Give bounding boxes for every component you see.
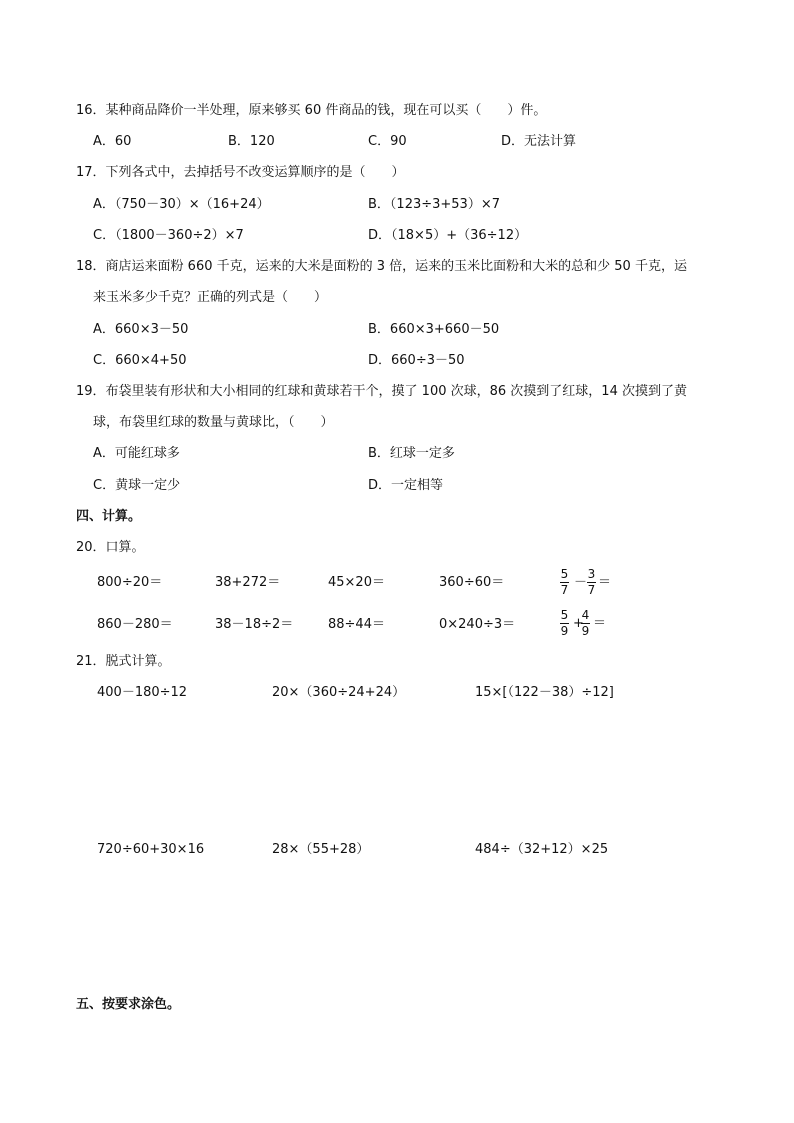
q20-item-6: 38－18÷2＝ xyxy=(215,617,294,632)
q20-fraction-eq2: ＝ xyxy=(593,616,607,631)
q20-item-4: 360÷60＝ xyxy=(439,575,505,590)
denominator: 9 xyxy=(560,624,569,638)
q18-stem-line2: 来玉米多少千克？正确的列式是（ ） xyxy=(93,290,328,305)
q16-option-d: D．无法计算 xyxy=(501,134,577,149)
numerator: 5 xyxy=(560,608,569,622)
q18-option-b: B．660×3+660－50 xyxy=(368,322,500,337)
q20-item-7: 88÷44＝ xyxy=(328,617,385,632)
q21-item-6: 484÷（32+12）×25 xyxy=(475,842,609,857)
q21-item-2: 20×（360÷24+24） xyxy=(272,685,406,700)
q20-item-8: 0×240÷3＝ xyxy=(439,617,516,632)
q21-item-5: 28×（55+28） xyxy=(272,842,370,857)
q19-option-b: B．红球一定多 xyxy=(368,446,455,461)
numerator: 3 xyxy=(587,567,596,581)
q17-option-b: B．（123÷3+53）×7 xyxy=(368,197,500,212)
q19-stem-line1: 19．布袋里装有形状和大小相同的红球和黄球若干个，摸了 100 次球，86 次摸到了红球，14 次摸到了黄 xyxy=(76,384,687,399)
q20-item-3: 45×20＝ xyxy=(328,575,385,590)
q20-fraction-a1 xyxy=(560,568,569,597)
q20-item-2: 38+272＝ xyxy=(215,575,281,590)
q20-fraction-eq1: ＝ xyxy=(598,575,612,590)
q20-fraction-b2 xyxy=(581,609,590,638)
q18-option-c: C．660×4+50 xyxy=(93,353,187,368)
q19-option-c: C．黄球一定少 xyxy=(93,478,181,493)
q20-item-1: 800÷20＝ xyxy=(97,575,163,590)
q19-option-a: A．可能红球多 xyxy=(93,446,180,461)
q17-option-d: D．（18×5）+（36÷12） xyxy=(368,228,528,243)
denominator: 7 xyxy=(560,583,569,597)
numerator: 5 xyxy=(560,567,569,581)
q20-fraction-op1: － xyxy=(574,575,588,590)
q20-item-5: 860－280＝ xyxy=(97,617,173,632)
denominator: 7 xyxy=(587,583,596,597)
q17-stem: 17．下列各式中，去掉括号不改变运算顺序的是（ ） xyxy=(76,165,405,180)
q18-stem-line1: 18．商店运来面粉 660 千克，运来的大米是面粉的 3 倍，运来的玉米比面粉和大米的总和少 50 千克，运 xyxy=(76,259,687,274)
q21-item-4: 720÷60+30×16 xyxy=(97,842,205,857)
q16-stem: 16．某种商品降价一半处理，原来够买 60 件商品的钱，现在可以买（ ）件。 xyxy=(76,103,547,118)
q16-option-c: C．90 xyxy=(368,134,407,149)
q21-item-1: 400－180÷12 xyxy=(97,685,188,700)
section-4-title: 四、计算。 xyxy=(76,509,142,524)
q20-fraction-b1 xyxy=(587,568,596,597)
q19-stem-line2: 球，布袋里红球的数量与黄球比，（ ） xyxy=(93,415,334,430)
q17-option-a: A．（750－30）×（16+24） xyxy=(93,197,270,212)
q21-item-3: 15×[（122－38）÷12] xyxy=(475,685,614,700)
q20-fraction-a2 xyxy=(560,609,569,638)
q16-option-b: B．120 xyxy=(228,134,275,149)
denominator: 9 xyxy=(581,624,590,638)
q21-stem: 21．脱式计算。 xyxy=(76,654,171,669)
q20-stem: 20．口算。 xyxy=(76,540,145,555)
numerator: 4 xyxy=(581,608,590,622)
q20-fraction-op2: + xyxy=(573,616,584,631)
q16-option-a: A．60 xyxy=(93,134,132,149)
q17-option-c: C．（1800－360÷2）×7 xyxy=(93,228,244,243)
section-5-title: 五、按要求涂色。 xyxy=(76,997,181,1012)
q18-option-d: D．660÷3－50 xyxy=(368,353,465,368)
q18-option-a: A．660×3－50 xyxy=(93,322,189,337)
q19-option-d: D．一定相等 xyxy=(368,478,444,493)
